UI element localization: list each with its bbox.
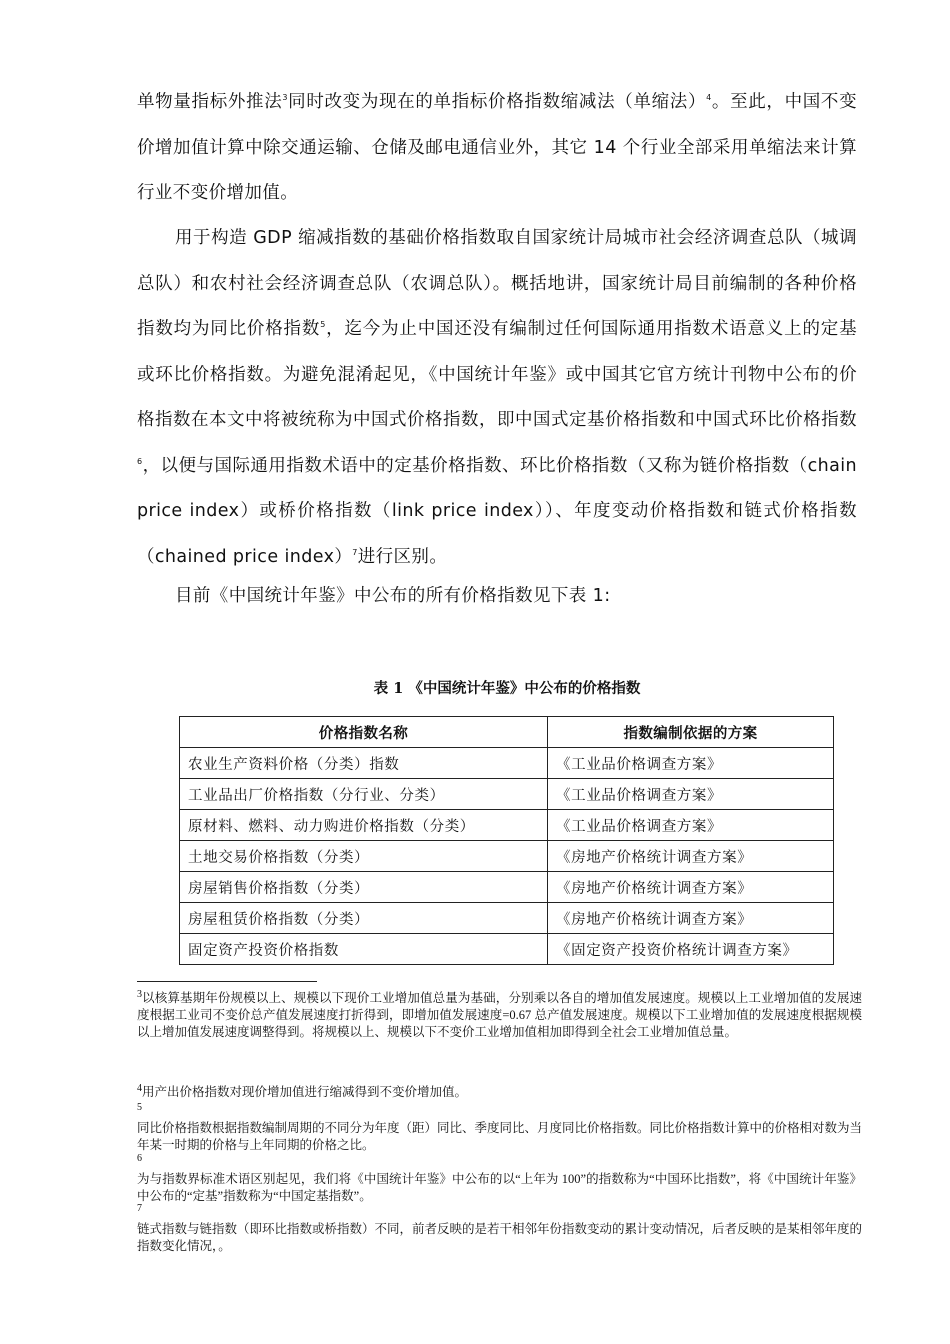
table-cell-name: 土地交易价格指数（分类） (180, 841, 548, 872)
p2-text-c: ，以便与国际通用指数术语中的定基价格指数、环比价格指数（又称为链价格指数（chain price index）或桥价格指数（link price index））、年度变动价格指数和链式价格指数（chained price index） (137, 455, 857, 567)
p2-text-a: 用于构造 GDP 缩减指数的基础价格指数取自国家统计局城市社会经济调查总队（城调总队）和农村社会经济调查总队（农调总队）。概括地讲，国家统计局目前编制的各种价格指数均为同比价格指数 (137, 228, 857, 339)
table-row (180, 872, 834, 903)
footnote-5-number: 5 (137, 1102, 142, 1113)
table-row (180, 779, 834, 810)
footnote-7-text: 链式指数与链指数（即环比指数或桥指数）不同，前者反映的是若干相邻年份指数变动的累计变动情况，后者反映的是某相邻年度的指数变化情况，。 (137, 1222, 863, 1253)
table-cell-scheme: 《工业品价格调查方案》 (548, 810, 834, 841)
footnote-7-number: 7 (137, 1203, 142, 1214)
table-header-name: 价格指数名称 (180, 717, 548, 748)
p2-text-b: ，迄今为止中国还没有编制过任何国际通用指数术语意义上的定基或环比价格指数。为避免混淆起见，《中国统计年鉴》或中国其它官方统计刊物中公布的价格指数在本文中将被统称为中国式价格指数，即中国式定基价格指数和中国式环比价格指数 (137, 319, 857, 430)
footnote-ref-6[interactable]: 6 (137, 456, 143, 466)
table-cell-scheme: 《房地产价格统计调查方案》 (548, 903, 834, 934)
p2-text-d: 进行区别。 (357, 546, 448, 567)
table-cell-scheme: 《房地产价格统计调查方案》 (548, 841, 834, 872)
footnote-4 (137, 1084, 862, 1101)
table-row (180, 810, 834, 841)
p1-text-a: 单物量指标外推法 (137, 92, 283, 112)
table-row (180, 934, 834, 965)
footnote-5-text: 同比价格指数根据指数编制周期的不同分为年度（距）同比、季度同比、月度同比价格指数。同比价格指数计算中的价格相对数为当年某一时期的价格与上年同期的价格之比。 (137, 1121, 863, 1152)
footnote-4-text: 用产出价格指数对现价增加值进行缩减得到不变价增加值。 (142, 1085, 468, 1099)
table-row (180, 841, 834, 872)
table-cell-name: 工业品出厂价格指数（分行业、分类） (180, 779, 548, 810)
table-cell-name: 原材料、燃料、动力购进价格指数（分类） (180, 810, 548, 841)
table-caption: 表 1 《中国统计年鉴》中公布的价格指数 (373, 680, 641, 697)
table-cell-scheme: 《固定资产投资价格统计调查方案》 (548, 934, 834, 965)
footnote-ref-3[interactable]: 3 (282, 93, 288, 103)
footnote-ref-4[interactable]: 4 (706, 93, 712, 103)
paragraph-1 (137, 80, 857, 217)
table-header-row (180, 717, 834, 748)
footnote-4-number: 4 (137, 1082, 142, 1094)
price-index-table (179, 716, 834, 965)
table-row (180, 903, 834, 934)
table-cell-scheme: 《工业品价格调查方案》 (548, 779, 834, 810)
p1-text-b: 同时改变为现在的单指标价格指数缩减法（单缩法） (287, 92, 707, 112)
footnote-6-number: 6 (137, 1153, 142, 1164)
p1-text-c: 。至此，中国不变价增加值计算中除交通运输、仓储及邮电通信业外，其它 14 个行业全部采用单缩法来计算行业不变价增加值。 (137, 92, 858, 203)
table-cell-name: 房屋租赁价格指数（分类） (180, 903, 548, 934)
table-cell-name: 农业生产资料价格（分类）指数 (180, 748, 548, 779)
footnote-6-text: 为与指数界标准术语区别起见，我们将《中国统计年鉴》中公布的以“上年为 100”的指数称为“中国环比指数”，将《中国统计年鉴》中公布的“定基”指数称为“中国定基指数”。 (137, 1172, 862, 1203)
table-header-scheme: 指数编制依据的方案 (548, 717, 834, 748)
table-cell-name: 房屋销售价格指数（分类） (180, 872, 548, 903)
footnote-ref-7[interactable]: 7 (352, 547, 358, 557)
paragraph-3: 目前《中国统计年鉴》中公布的所有价格指数见下表 1: (175, 586, 611, 606)
paragraph-2 (137, 216, 857, 580)
footnote-3 (137, 990, 862, 1041)
table-cell-scheme: 《房地产价格统计调查方案》 (548, 872, 834, 903)
table-row (180, 748, 834, 779)
footnote-3-text: 以核算基期年份规模以上、规模以下现价工业增加值总量为基础，分别乘以各自的增加值发展速度。规模以上工业增加值的发展速度根据工业司不变价总产值发展速度打折得到，即增加值发展速度=0.67 总产值发展速度。规模以下工业增加值的发展速度根据规模以上增加值发展速度调整得到。将规模以上、规模以下不变价工业增加值相加即得到全社会工业增加值总量。 (137, 991, 862, 1039)
table-cell-scheme: 《工业品价格调查方案》 (548, 748, 834, 779)
footnote-3-number: 3 (137, 988, 142, 1000)
footnote-separator (137, 981, 317, 982)
table-cell-name: 固定资产投资价格指数 (180, 934, 548, 965)
footnote-ref-5[interactable]: 5 (320, 320, 326, 330)
